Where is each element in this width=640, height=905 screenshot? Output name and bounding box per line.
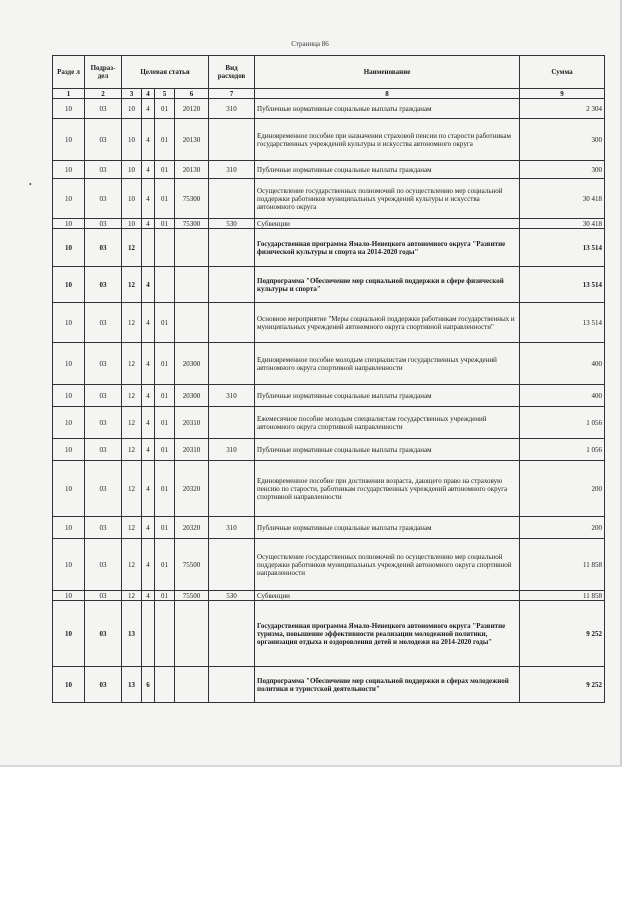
table-row (53, 461, 605, 517)
cell-name: Единовременное пособие при назначении страховой пенсии по старости работникам государственных учреждений культуры и искусства автономного округа (255, 119, 520, 161)
cell-razdel: 10 (53, 461, 85, 517)
cell-vid: 310 (209, 439, 255, 461)
cell-name: Субвенции (255, 219, 520, 229)
cell-name: Осуществление государственных полномочий по осуществлению мер социальной поддержки работников муниципальных учреждений культуры и искусства автономного округа (255, 179, 520, 219)
cell-subprogram: 4 (142, 539, 155, 591)
colnum: 7 (209, 89, 255, 99)
cell-subprogram: 4 (142, 119, 155, 161)
cell-event: 01 (155, 439, 175, 461)
cell-podrazdel: 03 (85, 161, 122, 179)
colnum: 4 (142, 89, 155, 99)
cell-direction (175, 267, 209, 303)
cell-name: Осуществление государственных полномочий по осуществлению мер социальной поддержки работников муниципальных учреждений автономного округа спортивной направленности (255, 539, 520, 591)
cell-vid (209, 303, 255, 343)
cell-subprogram: 4 (142, 179, 155, 219)
cell-event: 01 (155, 161, 175, 179)
table-row (53, 343, 605, 385)
header-vid: Вид расходов (209, 56, 255, 89)
cell-name: Ежемесячное пособие молодым специалистам государственных учреждений автономного округа спортивной направленности (255, 407, 520, 439)
cell-razdel: 10 (53, 539, 85, 591)
cell-program: 13 (122, 601, 142, 667)
cell-event (155, 267, 175, 303)
cell-event: 01 (155, 219, 175, 229)
cell-program: 10 (122, 179, 142, 219)
cell-name: Государственная программа Ямало-Ненецкого автономного округа "Развитие туризма, повышение эффективности реализации молодежной политики, организация отдыха и оздоровления детей и молодежи на 2014-2020 годы" (255, 601, 520, 667)
cell-program: 12 (122, 539, 142, 591)
cell-subprogram: 4 (142, 461, 155, 517)
cell-name: Субвенции (255, 591, 520, 601)
cell-name: Публичные нормативные социальные выплаты гражданам (255, 439, 520, 461)
cell-subprogram: 4 (142, 267, 155, 303)
cell-direction (175, 601, 209, 667)
colnum: 3 (122, 89, 142, 99)
cell-sum: 1 056 (520, 439, 605, 461)
cell-subprogram: 4 (142, 517, 155, 539)
cell-podrazdel: 03 (85, 179, 122, 219)
cell-sum: 2 304 (520, 99, 605, 119)
cell-event (155, 667, 175, 703)
cell-program: 12 (122, 343, 142, 385)
table-row (53, 385, 605, 407)
page-label: Страница 86 (291, 40, 329, 48)
cell-program: 12 (122, 407, 142, 439)
cell-vid (209, 667, 255, 703)
cell-sum: 9 252 (520, 667, 605, 703)
cell-podrazdel: 03 (85, 119, 122, 161)
cell-direction: 20310 (175, 439, 209, 461)
colnum: 6 (175, 89, 209, 99)
cell-name: Подпрограмма "Обеспечение мер социальной поддержки в сфере физической культуры и спорта" (255, 267, 520, 303)
cell-program: 10 (122, 119, 142, 161)
header-celevaya: Целевая статья (122, 56, 209, 89)
table-row (53, 407, 605, 439)
cell-name: Подпрограмма "Обеспечение мер социальной поддержки в сферах молодежной политики и туристской деятельности" (255, 667, 520, 703)
cell-vid (209, 343, 255, 385)
cell-sum: 1 056 (520, 407, 605, 439)
cell-sum: 300 (520, 161, 605, 179)
table-row (53, 539, 605, 591)
table-row (53, 267, 605, 303)
cell-razdel: 10 (53, 179, 85, 219)
cell-subprogram (142, 601, 155, 667)
cell-program: 10 (122, 161, 142, 179)
header-name: Наименование (255, 56, 520, 89)
cell-sum: 11 858 (520, 539, 605, 591)
cell-vid (209, 229, 255, 267)
cell-sum: 30 418 (520, 179, 605, 219)
colnum: 5 (155, 89, 175, 99)
cell-direction (175, 303, 209, 343)
cell-direction: 20300 (175, 343, 209, 385)
cell-direction: 75500 (175, 591, 209, 601)
cell-razdel: 10 (53, 119, 85, 161)
cell-direction: 75500 (175, 539, 209, 591)
cell-event: 01 (155, 303, 175, 343)
cell-direction (175, 229, 209, 267)
cell-podrazdel: 03 (85, 591, 122, 601)
margin-mark: • (29, 180, 32, 189)
cell-razdel: 10 (53, 161, 85, 179)
cell-event: 01 (155, 385, 175, 407)
cell-vid: 530 (209, 219, 255, 229)
cell-name: Публичные нормативные социальные выплаты гражданам (255, 161, 520, 179)
cell-program: 12 (122, 385, 142, 407)
cell-subprogram: 6 (142, 667, 155, 703)
cell-razdel: 10 (53, 517, 85, 539)
cell-podrazdel: 03 (85, 601, 122, 667)
header-razdel: Разде л (53, 56, 85, 89)
cell-sum: 200 (520, 517, 605, 539)
cell-subprogram: 4 (142, 385, 155, 407)
cell-direction: 20130 (175, 161, 209, 179)
cell-sum: 13 514 (520, 303, 605, 343)
cell-sum: 13 514 (520, 267, 605, 303)
cell-program: 12 (122, 229, 142, 267)
cell-subprogram: 4 (142, 219, 155, 229)
cell-podrazdel: 03 (85, 517, 122, 539)
budget-table (52, 55, 605, 703)
cell-name: Единовременное пособие молодым специалистам государственных учреждений автономного округа спортивной направленности (255, 343, 520, 385)
cell-podrazdel: 03 (85, 439, 122, 461)
cell-direction (175, 667, 209, 703)
table-row (53, 667, 605, 703)
cell-razdel: 10 (53, 439, 85, 461)
cell-podrazdel: 03 (85, 667, 122, 703)
cell-subprogram: 4 (142, 303, 155, 343)
cell-name: Единовременное пособие при достижении возраста, дающего право на страховую пенсию по старости, работникам государственных учреждений автономного округа спортивной направленности (255, 461, 520, 517)
cell-podrazdel: 03 (85, 407, 122, 439)
cell-name: Основное мероприятие "Меры социальной поддержки работникам государственных и муниципальных учреждений автономного округа спортивной направленности" (255, 303, 520, 343)
cell-sum: 30 418 (520, 219, 605, 229)
cell-razdel: 10 (53, 303, 85, 343)
cell-subprogram: 4 (142, 343, 155, 385)
cell-podrazdel: 03 (85, 539, 122, 591)
cell-program: 13 (122, 667, 142, 703)
cell-podrazdel: 03 (85, 303, 122, 343)
cell-sum: 400 (520, 385, 605, 407)
header-sum: Сумма (520, 56, 605, 89)
cell-vid: 310 (209, 161, 255, 179)
cell-event: 01 (155, 119, 175, 161)
table-row (53, 229, 605, 267)
cell-subprogram: 4 (142, 407, 155, 439)
cell-razdel: 10 (53, 99, 85, 119)
table-row (53, 303, 605, 343)
cell-program: 12 (122, 439, 142, 461)
cell-program: 12 (122, 517, 142, 539)
cell-sum: 300 (520, 119, 605, 161)
cell-subprogram: 4 (142, 99, 155, 119)
cell-vid (209, 179, 255, 219)
cell-razdel: 10 (53, 591, 85, 601)
cell-podrazdel: 03 (85, 219, 122, 229)
cell-podrazdel: 03 (85, 461, 122, 517)
cell-name: Государственная программа Ямало-Ненецкого автономного округа "Развитие физической культуры и спорта на 2014-2020 годы" (255, 229, 520, 267)
cell-direction: 75300 (175, 219, 209, 229)
cell-razdel: 10 (53, 267, 85, 303)
cell-event: 01 (155, 179, 175, 219)
cell-razdel: 10 (53, 667, 85, 703)
cell-direction: 20300 (175, 385, 209, 407)
cell-vid (209, 407, 255, 439)
cell-razdel: 10 (53, 385, 85, 407)
cell-razdel: 10 (53, 229, 85, 267)
cell-vid: 310 (209, 99, 255, 119)
table-row (53, 179, 605, 219)
cell-podrazdel: 03 (85, 385, 122, 407)
cell-razdel: 10 (53, 601, 85, 667)
colnum: 8 (255, 89, 520, 99)
table-row (53, 161, 605, 179)
cell-podrazdel: 03 (85, 99, 122, 119)
cell-event: 01 (155, 539, 175, 591)
cell-vid (209, 539, 255, 591)
cell-vid (209, 119, 255, 161)
cell-program: 10 (122, 99, 142, 119)
cell-podrazdel: 03 (85, 229, 122, 267)
cell-event: 01 (155, 407, 175, 439)
header-podrazdel: Подраз- дел (85, 56, 122, 89)
cell-event (155, 601, 175, 667)
cell-name: Публичные нормативные социальные выплаты гражданам (255, 517, 520, 539)
table-row (53, 439, 605, 461)
table-row (53, 517, 605, 539)
cell-direction: 20120 (175, 99, 209, 119)
cell-event: 01 (155, 461, 175, 517)
cell-vid (209, 461, 255, 517)
colnum: 9 (520, 89, 605, 99)
cell-sum: 13 514 (520, 229, 605, 267)
cell-subprogram: 4 (142, 161, 155, 179)
cell-vid: 310 (209, 385, 255, 407)
cell-direction: 20320 (175, 517, 209, 539)
cell-vid (209, 267, 255, 303)
cell-event: 01 (155, 591, 175, 601)
cell-sum: 200 (520, 461, 605, 517)
table-body (53, 99, 605, 703)
table-row (53, 99, 605, 119)
cell-razdel: 10 (53, 343, 85, 385)
cell-sum: 11 858 (520, 591, 605, 601)
cell-program: 12 (122, 303, 142, 343)
cell-subprogram (142, 229, 155, 267)
colnum: 1 (53, 89, 85, 99)
cell-name: Публичные нормативные социальные выплаты гражданам (255, 385, 520, 407)
cell-vid: 530 (209, 591, 255, 601)
colnum: 2 (85, 89, 122, 99)
table-row (53, 219, 605, 229)
table-row (53, 591, 605, 601)
table-row (53, 601, 605, 667)
cell-podrazdel: 03 (85, 343, 122, 385)
cell-razdel: 10 (53, 407, 85, 439)
table-row (53, 119, 605, 161)
cell-sum: 9 252 (520, 601, 605, 667)
cell-program: 12 (122, 267, 142, 303)
cell-podrazdel: 03 (85, 267, 122, 303)
cell-event (155, 229, 175, 267)
cell-direction: 20310 (175, 407, 209, 439)
cell-sum: 400 (520, 343, 605, 385)
cell-program: 12 (122, 461, 142, 517)
cell-vid (209, 601, 255, 667)
cell-program: 10 (122, 219, 142, 229)
cell-event: 01 (155, 99, 175, 119)
cell-vid: 310 (209, 517, 255, 539)
cell-event: 01 (155, 517, 175, 539)
cell-name: Публичные нормативные социальные выплаты гражданам (255, 99, 520, 119)
cell-direction: 75300 (175, 179, 209, 219)
cell-subprogram: 4 (142, 439, 155, 461)
cell-direction: 20320 (175, 461, 209, 517)
cell-razdel: 10 (53, 219, 85, 229)
cell-event: 01 (155, 343, 175, 385)
cell-program: 12 (122, 591, 142, 601)
cell-direction: 20130 (175, 119, 209, 161)
cell-subprogram: 4 (142, 591, 155, 601)
